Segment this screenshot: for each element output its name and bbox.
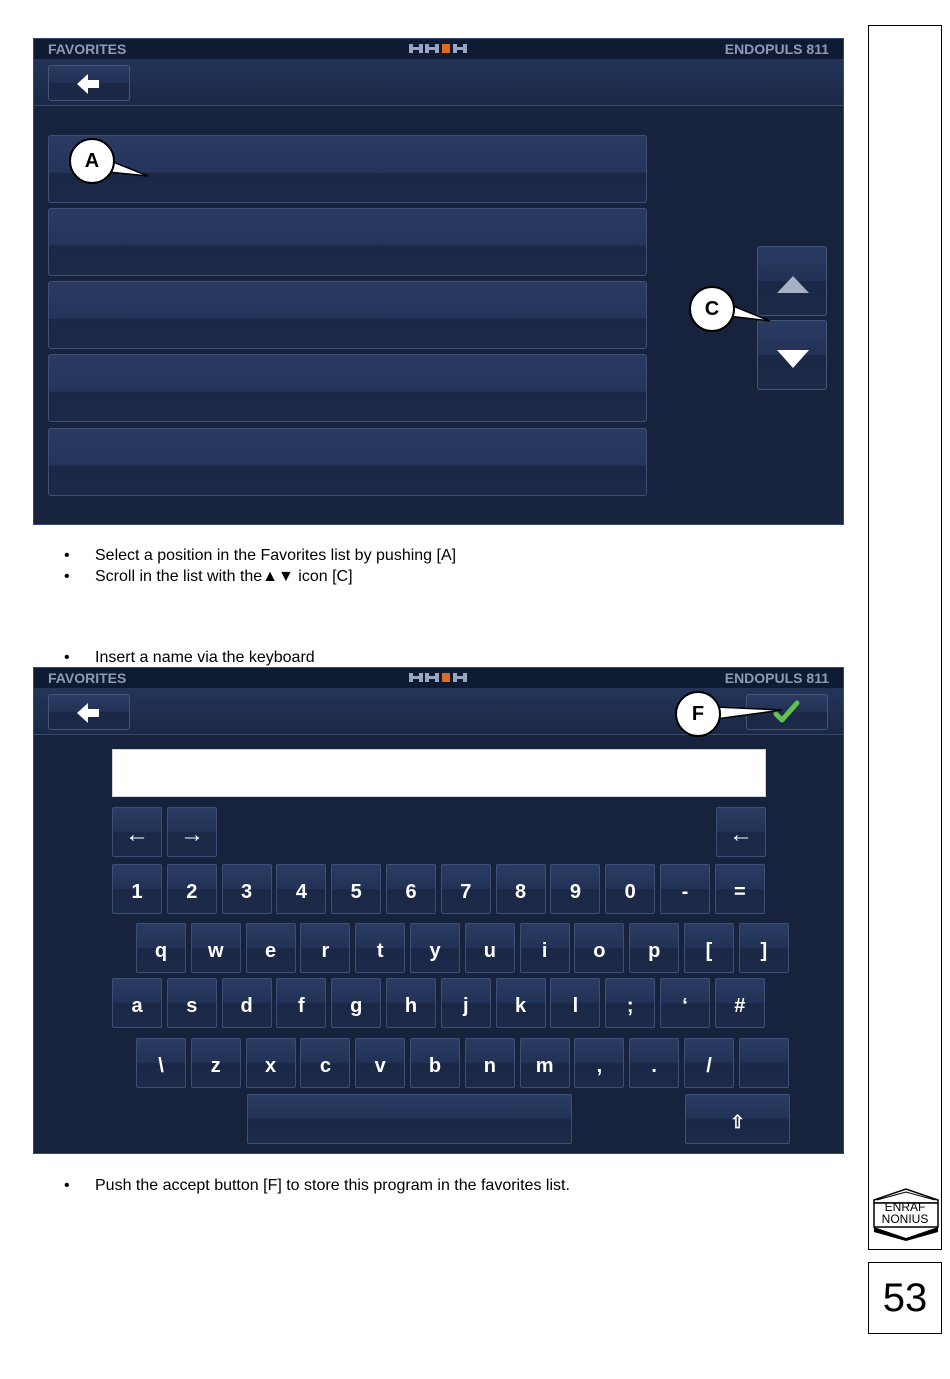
cursor-left-key[interactable]: ← — [112, 807, 162, 857]
toolbar — [34, 59, 843, 106]
keyboard-key[interactable]: i — [520, 923, 570, 973]
instruction-select: • Select a position in the Favorites list by pushing [A] — [60, 545, 456, 566]
keyboard-key[interactable]: z — [191, 1038, 241, 1088]
keyboard-key[interactable]: l — [550, 978, 600, 1028]
favorites-list-item[interactable] — [48, 428, 647, 496]
brand-line-2: NONIUS — [881, 1212, 929, 1226]
brand-line-1: ENRAF — [884, 1200, 926, 1214]
space-key[interactable] — [247, 1094, 572, 1144]
keyboard-key[interactable]: v — [355, 1038, 405, 1088]
shift-key[interactable]: ⇧ — [685, 1094, 790, 1144]
callout-pointer-f — [716, 703, 786, 727]
keyboard-key[interactable]: b — [410, 1038, 460, 1088]
keyboard-key[interactable]: a — [112, 978, 162, 1028]
keyboard-key[interactable]: 0 — [605, 864, 655, 914]
keyboard-key[interactable]: / — [684, 1038, 734, 1088]
keyboard-key[interactable]: \ — [136, 1038, 186, 1088]
triangle-down-icon — [758, 321, 828, 391]
keyboard-key[interactable]: ; — [605, 978, 655, 1028]
back-button[interactable] — [48, 694, 130, 730]
keyboard-key[interactable]: h — [386, 978, 436, 1028]
favorites-list-item[interactable] — [48, 208, 647, 276]
keyboard-key[interactable]: - — [660, 864, 710, 914]
instruction-accept: • Push the accept button [F] to store this program in the favorites list. — [60, 1175, 570, 1196]
callout-f: F — [675, 691, 721, 737]
keyboard-key[interactable]: f — [276, 978, 326, 1028]
instruction-list-3 — [60, 1175, 570, 1196]
brand-logo-icon — [409, 44, 469, 53]
keyboard-key[interactable]: q — [136, 923, 186, 973]
top-bar — [34, 39, 843, 59]
favorites-screen-keyboard — [33, 667, 844, 1154]
keyboard-key[interactable]: 5 — [331, 864, 381, 914]
keyboard-key[interactable] — [739, 1038, 789, 1088]
name-input[interactable] — [112, 749, 766, 797]
keyboard-key[interactable]: ] — [739, 923, 789, 973]
keyboard-key[interactable]: 2 — [167, 864, 217, 914]
device-name: ENDOPULS 811 — [724, 670, 829, 686]
keyboard-key[interactable]: u — [465, 923, 515, 973]
arrow-left-icon — [49, 695, 131, 731]
keyboard-key[interactable]: [ — [684, 923, 734, 973]
keyboard-key[interactable]: 3 — [222, 864, 272, 914]
keyboard-key[interactable]: , — [574, 1038, 624, 1088]
arrow-left-icon — [49, 66, 131, 102]
instruction-list-2 — [60, 647, 315, 668]
keyboard-key[interactable]: y — [410, 923, 460, 973]
callout-c: C — [689, 286, 735, 332]
keyboard-key[interactable]: x — [246, 1038, 296, 1088]
keyboard-key[interactable]: c — [300, 1038, 350, 1088]
keyboard-key[interactable]: e — [246, 923, 296, 973]
keyboard-key[interactable]: 1 — [112, 864, 162, 914]
keyboard-key[interactable]: t — [355, 923, 405, 973]
keyboard-key[interactable]: g — [331, 978, 381, 1028]
scroll-down-button[interactable] — [757, 320, 827, 390]
top-bar — [34, 668, 843, 688]
cursor-right-key[interactable]: → — [167, 807, 217, 857]
keyboard-key[interactable]: s — [167, 978, 217, 1028]
keyboard-key[interactable]: 4 — [276, 864, 326, 914]
side-margin-box — [868, 25, 942, 1250]
favorites-screen-list — [33, 38, 844, 525]
instruction-scroll: • Scroll in the list with the▲▼ icon [C] — [60, 566, 456, 587]
keyboard-key[interactable]: . — [629, 1038, 679, 1088]
brand-logo-icon — [409, 673, 469, 682]
keyboard-key[interactable]: # — [715, 978, 765, 1028]
favorites-list-item[interactable] — [48, 354, 647, 422]
keyboard-key[interactable]: k — [496, 978, 546, 1028]
keyboard-key[interactable]: 7 — [441, 864, 491, 914]
page-number: 53 — [868, 1262, 942, 1334]
keyboard-key[interactable]: 6 — [386, 864, 436, 914]
keyboard-key[interactable]: 9 — [550, 864, 600, 914]
backspace-key[interactable]: ← — [716, 807, 766, 857]
keyboard-key[interactable]: p — [629, 923, 679, 973]
instruction-insert-name: • Insert a name via the keyboard — [60, 647, 315, 668]
favorites-list-item[interactable] — [48, 281, 647, 349]
keyboard-key[interactable]: = — [715, 864, 765, 914]
back-button[interactable] — [48, 65, 130, 101]
keyboard-key[interactable]: d — [222, 978, 272, 1028]
keyboard-key[interactable]: 8 — [496, 864, 546, 914]
keyboard-key[interactable]: ‘ — [660, 978, 710, 1028]
keyboard-key[interactable]: r — [300, 923, 350, 973]
screen-title: FAVORITES — [48, 41, 127, 57]
screen-title: FAVORITES — [48, 670, 127, 686]
keyboard-key[interactable]: m — [520, 1038, 570, 1088]
keyboard-key[interactable]: j — [441, 978, 491, 1028]
keyboard-key[interactable]: w — [191, 923, 241, 973]
keyboard-key[interactable]: n — [465, 1038, 515, 1088]
keyboard-key[interactable]: o — [574, 923, 624, 973]
instruction-list-1 — [60, 545, 456, 587]
device-name: ENDOPULS 811 — [724, 41, 829, 57]
callout-a: A — [69, 138, 115, 184]
